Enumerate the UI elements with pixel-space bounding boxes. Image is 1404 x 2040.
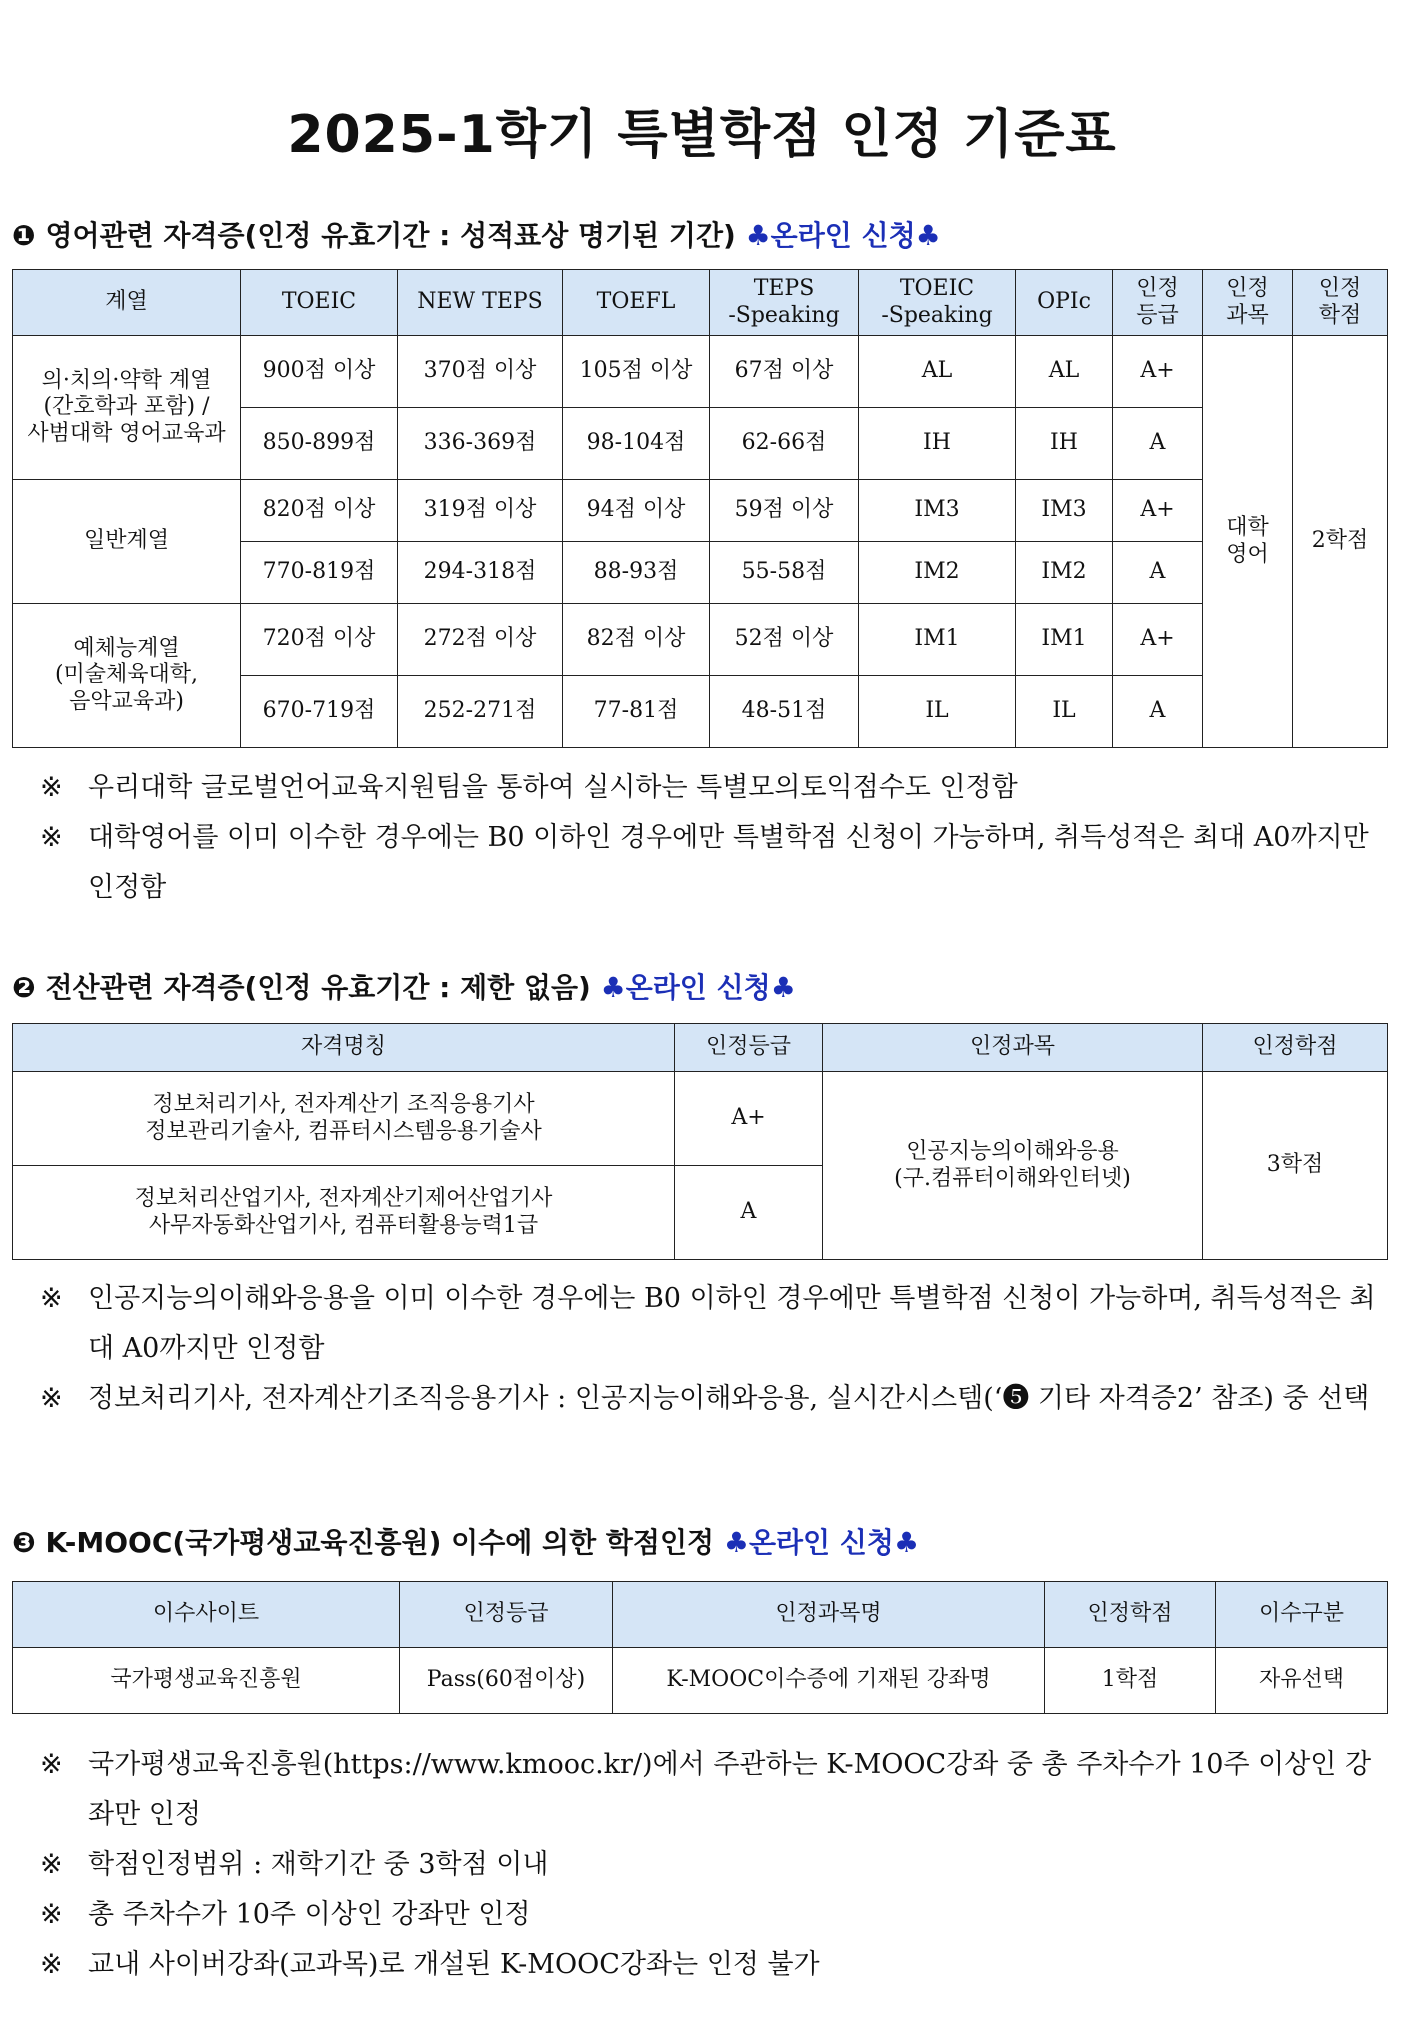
column-header: 이수사이트 [13, 1582, 400, 1648]
score-cell: IM2 [859, 542, 1016, 604]
score-cell: A+ [1113, 480, 1203, 542]
column-header: 인정 학점 [1293, 270, 1388, 336]
column-header: OPIc [1016, 270, 1113, 336]
score-cell: 336-369점 [398, 408, 563, 480]
reference-mark-icon: ※ [40, 1749, 63, 1780]
section-title: K-MOOC(국가평생교육진흥원) 이수에 의한 학점인정 [35, 1526, 724, 1559]
score-cell: 105점 이상 [563, 336, 710, 408]
table-row [13, 604, 1388, 676]
table-row [13, 336, 1388, 408]
score-cell: 319점 이상 [398, 480, 563, 542]
score-cell: 67점 이상 [710, 336, 859, 408]
note-item [40, 1740, 1390, 1840]
score-cell: 94점 이상 [563, 480, 710, 542]
note-item [40, 1840, 1390, 1890]
table-cell: 1학점 [1045, 1648, 1216, 1714]
note-item [40, 1890, 1390, 1940]
score-cell: 770-819점 [241, 542, 398, 604]
score-cell: 272점 이상 [398, 604, 563, 676]
reference-mark-icon: ※ [40, 822, 63, 853]
score-cell: IH [1016, 408, 1113, 480]
english-cert-table [12, 269, 1388, 748]
score-cell: 252-271점 [398, 676, 563, 748]
score-cell: 52점 이상 [710, 604, 859, 676]
table-cell: K-MOOC이수증에 기재된 강좌명 [613, 1648, 1045, 1714]
column-header: 인정과목 [823, 1024, 1203, 1072]
note-text: 교내 사이버강좌(교과목)로 개설된 K-MOOC강좌는 인정 불가 [88, 1949, 820, 1980]
score-cell: AL [859, 336, 1016, 408]
note-item [40, 1274, 1390, 1374]
section-number: ❸ [12, 1526, 36, 1559]
score-cell: IM3 [859, 480, 1016, 542]
table-cell: Pass(60점이상) [400, 1648, 613, 1714]
note-text: 인공지능의이해와응용을 이미 이수한 경우에는 B0 이하인 경우에만 특별학점 신청이 가능하며, 취득성적은 최대 A0까지만 인정함 [88, 1283, 1376, 1364]
score-cell: AL [1016, 336, 1113, 408]
score-cell: A [1113, 408, 1203, 480]
score-cell: IL [859, 676, 1016, 748]
score-cell: 670-719점 [241, 676, 398, 748]
reference-mark-icon: ※ [40, 1383, 63, 1414]
category-cell: 예체능계열 (미술체육대학, 음악교육과) [13, 604, 241, 748]
column-header: TOEFL [563, 270, 710, 336]
column-header: TEPS -Speaking [710, 270, 859, 336]
score-cell: IH [859, 408, 1016, 480]
score-cell: IM1 [859, 604, 1016, 676]
club-icon: ♣ [893, 1526, 920, 1559]
reference-mark-icon: ※ [40, 1283, 63, 1314]
score-cell: 59점 이상 [710, 480, 859, 542]
club-icon: ♣ [723, 1526, 749, 1559]
column-header: 이수구분 [1216, 1582, 1388, 1648]
section-kmooc-heading [12, 1521, 919, 1561]
score-cell: 850-899점 [241, 408, 398, 480]
online-apply-link[interactable]: 온라인 신청 [625, 971, 771, 1004]
club-icon: ♣ [745, 219, 771, 252]
column-header: 인정등급 [675, 1024, 823, 1072]
score-cell: IL [1016, 676, 1113, 748]
english-notes [40, 763, 1390, 913]
note-item [40, 1940, 1390, 1990]
section-computer-heading [12, 966, 796, 1006]
score-cell: 55-58점 [710, 542, 859, 604]
reference-mark-icon: ※ [40, 1899, 63, 1930]
note-item [40, 763, 1390, 813]
column-header: 인정등급 [400, 1582, 613, 1648]
note-item [40, 1374, 1390, 1424]
table-row [13, 480, 1388, 542]
score-cell: IM2 [1016, 542, 1113, 604]
score-cell: A+ [1113, 604, 1203, 676]
grade-cell: A [675, 1166, 823, 1260]
score-cell: IM1 [1016, 604, 1113, 676]
club-icon: ♣ [915, 219, 941, 252]
section-title: 전산관련 자격증(인정 유효기간 : 제한 없음) [35, 971, 601, 1004]
subject-cell: 인공지능의이해와응용 (구.컴퓨터이해와인터넷) [823, 1072, 1203, 1260]
column-header: 계열 [13, 270, 241, 336]
score-cell: 82점 이상 [563, 604, 710, 676]
section-english-heading [12, 214, 941, 254]
score-cell: 820점 이상 [241, 480, 398, 542]
page-title: 2025-1학기 특별학점 인정 기준표 [287, 105, 1117, 165]
column-header: TOEIC [241, 270, 398, 336]
computer-notes [40, 1274, 1390, 1424]
score-cell: 294-318점 [398, 542, 563, 604]
score-cell: 370점 이상 [398, 336, 563, 408]
column-header: 자격명칭 [13, 1024, 675, 1072]
reference-mark-icon: ※ [40, 772, 63, 803]
table-cell: 국가평생교육진흥원 [13, 1648, 400, 1714]
section-number: ❷ [12, 971, 36, 1004]
subject-cell: 대학 영어 [1203, 336, 1293, 748]
section-title: 영어관련 자격증(인정 유효기간 : 성적표상 명기된 기간) [35, 219, 746, 252]
table-row [13, 1072, 1388, 1166]
column-header: NEW TEPS [398, 270, 563, 336]
grade-cell: A+ [675, 1072, 823, 1166]
column-header: 인정학점 [1203, 1024, 1388, 1072]
column-header: 인정과목명 [613, 1582, 1045, 1648]
club-icon: ♣ [770, 971, 796, 1004]
credit-cell: 2학점 [1293, 336, 1388, 748]
reference-mark-icon: ※ [40, 1849, 63, 1880]
column-header: 인정학점 [1045, 1582, 1216, 1648]
section-number: ❶ [12, 219, 36, 252]
category-cell: 의·치의·약학 계열 (간호학과 포함) / 사범대학 영어교육과 [13, 336, 241, 480]
online-apply-link[interactable]: 온라인 신청 [770, 219, 916, 252]
category-cell: 일반계열 [13, 480, 241, 604]
note-item [40, 813, 1390, 913]
kmooc-table [12, 1581, 1388, 1714]
score-cell: A+ [1113, 336, 1203, 408]
column-header: TOEIC -Speaking [859, 270, 1016, 336]
score-cell: A [1113, 676, 1203, 748]
note-text: 국가평생교육진흥원(https://www.kmooc.kr/)에서 주관하는 K-MOOC강좌 중 총 주차수가 10주 이상인 강좌만 인정 [88, 1749, 1372, 1830]
score-cell: 62-66점 [710, 408, 859, 480]
certificate-name-cell: 정보처리산업기사, 전자계산기제어산업기사 사무자동화산업기사, 컴퓨터활용능력1급 [13, 1166, 675, 1260]
score-cell: 900점 이상 [241, 336, 398, 408]
note-text: 정보처리기사, 전자계산기조직응용기사 : 인공지능이해와응용, 실시간시스템(‘❺ 기타 자격증2’ 참조) 중 선택 [88, 1383, 1370, 1414]
club-icon: ♣ [600, 971, 626, 1004]
score-cell: IM3 [1016, 480, 1113, 542]
reference-mark-icon: ※ [40, 1949, 63, 1980]
score-cell: 98-104점 [563, 408, 710, 480]
score-cell: A [1113, 542, 1203, 604]
score-cell: 88-93점 [563, 542, 710, 604]
score-cell: 720점 이상 [241, 604, 398, 676]
kmooc-notes [40, 1740, 1390, 1990]
note-text: 대학영어를 이미 이수한 경우에는 B0 이하인 경우에만 특별학점 신청이 가능하며, 취득성적은 최대 A0까지만 인정함 [88, 822, 1369, 903]
table-cell: 자유선택 [1216, 1648, 1388, 1714]
column-header: 인정 등급 [1113, 270, 1203, 336]
score-cell: 77-81점 [563, 676, 710, 748]
score-cell: 48-51점 [710, 676, 859, 748]
credit-cell: 3학점 [1203, 1072, 1388, 1260]
computer-cert-table [12, 1023, 1388, 1260]
column-header: 인정 과목 [1203, 270, 1293, 336]
certificate-name-cell: 정보처리기사, 전자계산기 조직응용기사 정보관리기술사, 컴퓨터시스템응용기술사 [13, 1072, 675, 1166]
note-text: 총 주차수가 10주 이상인 강좌만 인정 [88, 1899, 531, 1930]
online-apply-link[interactable]: 온라인 신청 [748, 1526, 894, 1559]
note-text: 우리대학 글로벌언어교육지원팀을 통하여 실시하는 특별모의토익점수도 인정함 [88, 772, 1018, 803]
note-text: 학점인정범위 : 재학기간 중 3학점 이내 [88, 1849, 549, 1880]
